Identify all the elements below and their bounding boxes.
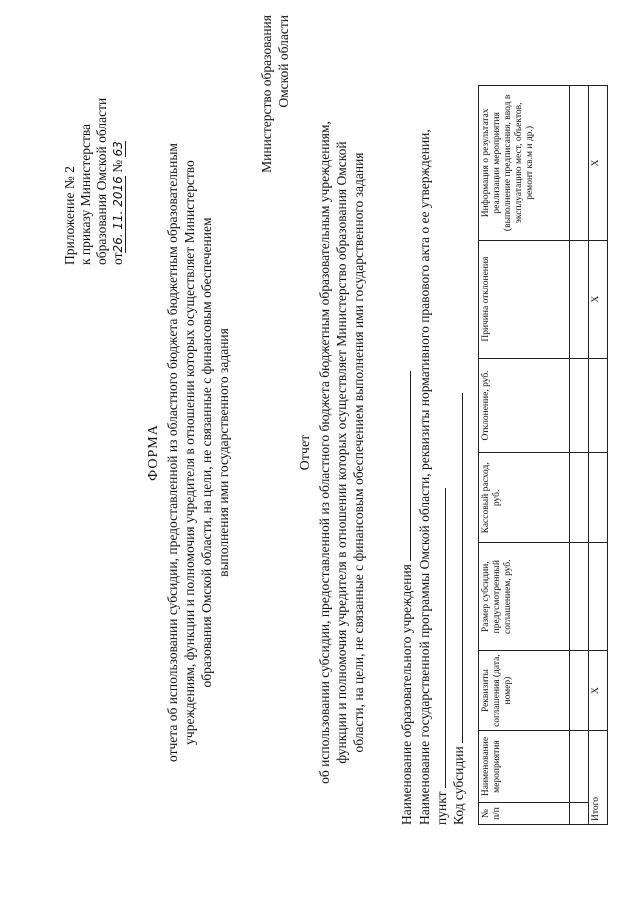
forma-desc-line-3: образования Омской области, на цели, не связанные с финансовым обеспечением	[199, 217, 214, 688]
report-description	[316, 80, 367, 825]
report-table	[478, 85, 608, 825]
table-total-row	[589, 86, 608, 825]
header-cell: № п/п	[479, 803, 570, 825]
table-cell	[570, 543, 589, 651]
report-title: Отчет	[298, 434, 313, 471]
forma-desc-line-2: учреждениям, функции и полномочия учредителя в отношении которых осуществляет Министерство	[182, 160, 197, 745]
header-cell: Наименование мероприятия	[479, 731, 570, 803]
header-cell: Отклонение, руб.	[479, 358, 570, 453]
subsidy-code-label: Код субсидии	[451, 746, 466, 825]
date-prefix: от	[110, 252, 125, 265]
table-cell	[570, 803, 589, 825]
table-header-row	[479, 86, 570, 825]
annex-date-line	[110, 25, 126, 265]
annex-line-2: к приказу Министерства	[78, 123, 93, 265]
total-label-cell: Итого	[589, 731, 608, 825]
program-label: Наименование государственной программы Омской области, реквизиты нормативного правового акта о ее утверждении,	[417, 129, 432, 825]
table-cell: Х	[589, 651, 608, 731]
header-cell: Реквизиты соглашения (дата, номер)	[479, 651, 570, 731]
table-cell	[589, 453, 608, 543]
subsidy-code-field	[450, 393, 467, 825]
table-cell	[570, 453, 589, 543]
program-field	[416, 80, 433, 825]
handwritten-date: 26. 11. 2016	[111, 176, 125, 253]
ministry-block	[258, 15, 292, 275]
annex-line-3: образования Омской области	[94, 97, 109, 265]
table-cell	[570, 358, 589, 453]
header-cell: Информация о результатах реализации мероприятия (выполнение предписания, ввод в эксплуатацию мест, объектов, ремонт кв.м и др.)	[479, 86, 570, 241]
table-cell: Х	[589, 240, 608, 358]
program-field-cont	[433, 488, 450, 825]
forma-desc-line-1: отчета об использовании субсидии, предоставленной из областного бюджета бюджетным образовательным	[165, 143, 180, 762]
table-cell	[570, 731, 589, 803]
table-cell: Х	[589, 86, 608, 241]
table-cell	[570, 651, 589, 731]
forma-title: ФОРМА	[146, 424, 161, 481]
forma-description	[164, 90, 232, 815]
header-cell: Причина отклонения	[479, 240, 570, 358]
annex-block	[62, 25, 126, 265]
institution-label: Наименование образовательного учреждения	[399, 564, 414, 825]
subsidy-code-fill-line	[462, 393, 463, 743]
institution-fill-line	[410, 371, 411, 561]
handwritten-number: 63	[111, 141, 125, 157]
annex-line-1: Приложение № 2	[62, 166, 77, 265]
header-cell: Размер субсидии, предусмотренный соглашением, руб.	[479, 543, 570, 651]
program-item-label: пункт	[434, 791, 449, 825]
number-prefix: №	[110, 159, 125, 173]
header-cell: Кассовый расход, руб.	[479, 453, 570, 543]
table-cell	[589, 358, 608, 453]
report-desc-line-2: функции и полномочия учредителя в отношении которых осуществляет Министерство образования Омской	[334, 141, 349, 764]
table-cell	[589, 543, 608, 651]
program-fill-line	[445, 488, 446, 788]
table-row	[570, 86, 589, 825]
report-desc-line-1: об использовании субсидии, предоставленной из областного бюджета бюджетным образовательным учреждениям,	[317, 121, 332, 784]
ministry-line-1: Министерство образования	[259, 15, 274, 173]
forma-desc-line-4: выполнения ими государственного задания	[216, 328, 231, 577]
institution-field	[398, 371, 415, 825]
table-cell	[570, 86, 589, 241]
table-cell	[570, 240, 589, 358]
ministry-line-2: Омской области	[276, 15, 291, 108]
report-desc-line-3: области, на цели, не связанные с финансовым обеспечением выполнения ими государственного задания	[351, 152, 366, 753]
